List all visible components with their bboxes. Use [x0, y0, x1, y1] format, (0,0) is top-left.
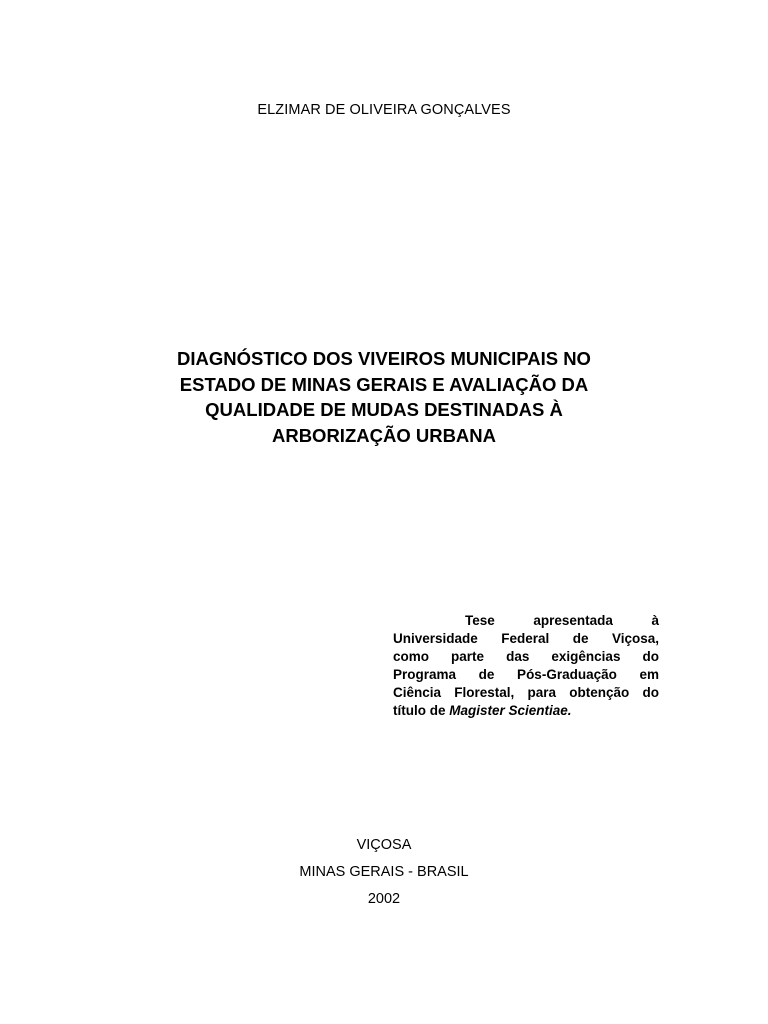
publication-place-block	[0, 836, 768, 917]
thesis-title	[120, 346, 648, 448]
state-country: MINAS GERAIS - BRASIL	[299, 864, 469, 880]
thesis-presentation-note	[393, 612, 659, 720]
year: 2002	[367, 891, 401, 907]
note-line: Programa de Pós-Graduação em	[393, 667, 659, 682]
author-name: ELZIMAR DE OLIVEIRA GONÇALVES	[257, 102, 511, 118]
note-line	[393, 702, 659, 720]
note-line: como parte das exigências do	[393, 649, 659, 664]
title-line: ARBORIZAÇÃO URBANA	[271, 424, 497, 446]
title-line: ESTADO DE MINAS GERAIS E AVALIAÇÃO DA	[179, 373, 589, 395]
degree-name: Magister Scientiae.	[449, 703, 572, 718]
title-line: QUALIDADE DE MUDAS DESTINADAS À	[205, 399, 563, 420]
note-line: Tese apresentada à	[465, 613, 659, 628]
note-line: Ciência Florestal, para obtenção do	[393, 685, 659, 700]
city: VIÇOSA	[356, 837, 412, 853]
note-last-line-prefix: título de	[393, 703, 450, 718]
title-line: DIAGNÓSTICO DOS VIVEIROS MUNICIPAIS NO	[177, 348, 591, 369]
note-line: Universidade Federal de Viçosa,	[393, 631, 659, 646]
